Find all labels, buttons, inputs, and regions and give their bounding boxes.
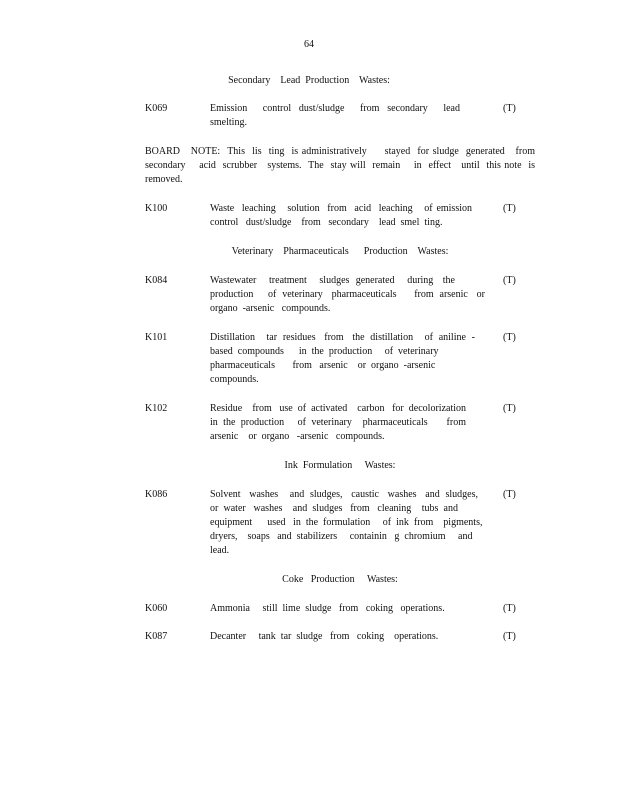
description-line: Distillation tar residues from the distillation of aniline -: [210, 332, 475, 343]
description-line: Wastewater treatment sludges generated during the: [210, 275, 455, 286]
waste-code-k060: K060: [145, 603, 168, 614]
description-line: compounds.: [210, 374, 259, 385]
waste-code-k084: K084: [145, 275, 168, 286]
hazard-code-k086: (T): [503, 489, 516, 500]
section-heading-secondary-lead: Secondary Lead Production Wastes:: [228, 75, 390, 86]
description-line: Solvent washes and sludges, caustic washes and sludges,: [210, 489, 478, 500]
board-note-line: BOARD NOTE: This lis ting is administratively stayed for sludge generated from: [145, 146, 535, 157]
description-line: Ammonia still lime sludge from coking operations.: [210, 603, 445, 614]
waste-description-k084: [210, 274, 485, 316]
hazard-code-k069: (T): [503, 103, 516, 114]
waste-description-k100: [210, 202, 472, 230]
description-line: Emission control dust/sludge from secondary lead: [210, 103, 460, 114]
description-line: arsenic or organo -arsenic compounds.: [210, 431, 385, 442]
hazard-code-k100: (T): [503, 203, 516, 214]
waste-code-k087: K087: [145, 631, 168, 642]
hazard-code-k087: (T): [503, 631, 516, 642]
description-line: Residue from use of activated carbon for decolorization: [210, 403, 466, 414]
board-note-line: secondary acid scrubber systems. The stay will remain in effect until this note is: [145, 160, 535, 171]
description-line: or water washes and sludges from cleaning tubs and: [210, 503, 458, 514]
description-line: Decanter tank tar sludge from coking operations.: [210, 631, 439, 642]
hazard-code-k060: (T): [503, 603, 516, 614]
section-heading-coke: Coke Production Wastes:: [282, 574, 398, 585]
waste-code-k069: K069: [145, 103, 168, 114]
waste-code-k102: K102: [145, 403, 168, 414]
waste-description-k087: [210, 630, 470, 644]
section-heading-ink: Ink Formulation Wastes:: [284, 460, 396, 471]
waste-code-k086: K086: [145, 489, 168, 500]
description-line: in the production of veterinary pharmaceuticals from: [210, 417, 466, 428]
description-line: control dust/sludge from secondary lead smel ting.: [210, 217, 443, 228]
waste-description-k101: [210, 331, 475, 387]
page-number: 64: [304, 39, 314, 50]
section-heading-veterinary: Veterinary Pharmaceuticals Production Wastes:: [231, 246, 449, 257]
description-line: dryers, soaps and stabilizers containin g chromium and: [210, 531, 473, 542]
waste-description-k060: [210, 602, 470, 616]
description-line: based compounds in the production of veterinary: [210, 346, 439, 357]
board-note: [145, 145, 535, 187]
board-note-line: removed.: [145, 174, 183, 185]
description-line: equipment used in the formulation of ink from pigments,: [210, 517, 483, 528]
waste-description-k102: [210, 402, 466, 444]
hazard-code-k101: (T): [503, 332, 516, 343]
hazard-code-k084: (T): [503, 275, 516, 286]
description-line: lead.: [210, 545, 230, 556]
waste-description-k069: [210, 102, 460, 130]
description-line: Waste leaching solution from acid leaching of emission: [210, 203, 472, 214]
description-line: organo -arsenic compounds.: [210, 303, 331, 314]
waste-description-k086: [210, 488, 483, 558]
waste-code-k101: K101: [145, 332, 168, 343]
description-line: smelting.: [210, 117, 247, 128]
description-line: production of veterinary pharmaceuticals from arsenic or: [210, 289, 485, 300]
waste-code-k100: K100: [145, 203, 168, 214]
description-line: pharmaceuticals from arsenic or organo -arsenic: [210, 360, 436, 371]
hazard-code-k102: (T): [503, 403, 516, 414]
